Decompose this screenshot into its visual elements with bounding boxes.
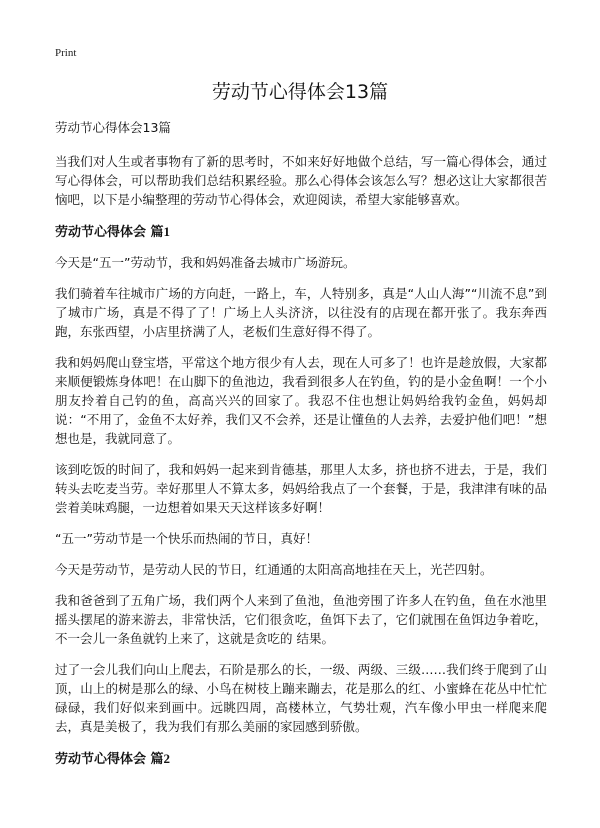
section-heading-2 <box>55 750 547 768</box>
paragraph: 我和妈妈爬山登宝塔，平常这个地方很少有人去，现在人可多了！也许是趁放假，大家都来顺便锻炼身体吧！在山脚下的鱼池边，我看到很多人在钓鱼，钓的是小金鱼啊！一个小朋友拎着自己钓的鱼，高高兴兴的回家了。我忍不住也想让妈妈给我钓金鱼，妈妈却说：“不用了，金鱼不太好养，我们又不会养，还是让懂鱼的人去养，去爱护他们吧！”想想也是，我就同意了。 <box>55 355 547 446</box>
print-link[interactable]: Print <box>55 47 77 59</box>
page-title: 劳动节心得体会13篇 <box>211 81 389 103</box>
paragraph: 我们骑着车往城市广场的方向赶，一路上，车，人特别多，真是“人山人海”“川流不息”到了城市广场，真是不得了了！广场上人头济济，以往没有的店现在都开张了。我东奔西跑，东张西望，小店里挤满了人，老板们生意好得不得了。 <box>55 286 547 339</box>
section-heading-number: 2 <box>163 751 171 766</box>
section-heading-1 <box>55 223 547 241</box>
paragraph: 过了一会儿我们向山上爬去，石阶是那么的长，一级、两级、三级……我们终于爬到了山顶，山上的树是那么的绿、小鸟在树枝上蹦来蹦去，花是那么的红、小蜜蜂在花丛中忙忙碌碌，我们好似来到画中。远眺四周，高楼林立，气势壮观，汽车像小甲虫一样爬来爬去，真是美极了，我为我们有那么美丽的家园感到骄傲。 <box>55 662 547 734</box>
intro-paragraph: 当我们对人生或者事物有了新的思考时，不如来好好地做个总结，写一篇心得体会，通过写心得体会，可以帮助我们总结积累经验。那么心得体会该怎么写？想必这让大家都很苦恼吧，以下是小编整理的劳动节心得体会，欢迎阅读，希望大家能够喜欢。 <box>55 154 547 207</box>
paragraph: 今天是劳动节，是劳动人民的节日，红通通的太阳高高地挂在天上，光芒四射。 <box>55 562 493 577</box>
document-body <box>55 120 547 780</box>
section-heading-text: 劳动节心得体会 篇 <box>55 225 164 240</box>
paragraph: 我和爸爸到了五角广场，我们两个人来到了鱼池，鱼池旁围了许多人在钓鱼，鱼在水池里摇头摆尾的游来游去，非常快活，它们很贪吃，鱼饵下去了，它们就围在鱼饵边争着吃，不一会儿一条鱼就钓上来了，这就是贪吃的 结果。 <box>55 593 547 646</box>
paragraph: “五一”劳动节是一个快乐而热闹的节日，真好！ <box>55 531 318 546</box>
paragraph: 今天是“五一”劳动节，我和妈妈准备去城市广场游玩。 <box>55 255 356 270</box>
paragraph: 该到吃饭的时间了，我和妈妈一起来到肯德基，那里人太多，挤也挤不进去，于是，我们转头去吃麦当劳。幸好那里人不算太多，妈妈给我点了一个套餐，于是，我津津有味的品尝着美味鸡腿，一边想着如果天天这样该多好啊！ <box>55 462 547 515</box>
section-heading-number: 1 <box>163 224 171 239</box>
document-subtitle: 劳动节心得体会13篇 <box>55 120 171 135</box>
section-heading-text: 劳动节心得体会 篇 <box>55 752 164 767</box>
